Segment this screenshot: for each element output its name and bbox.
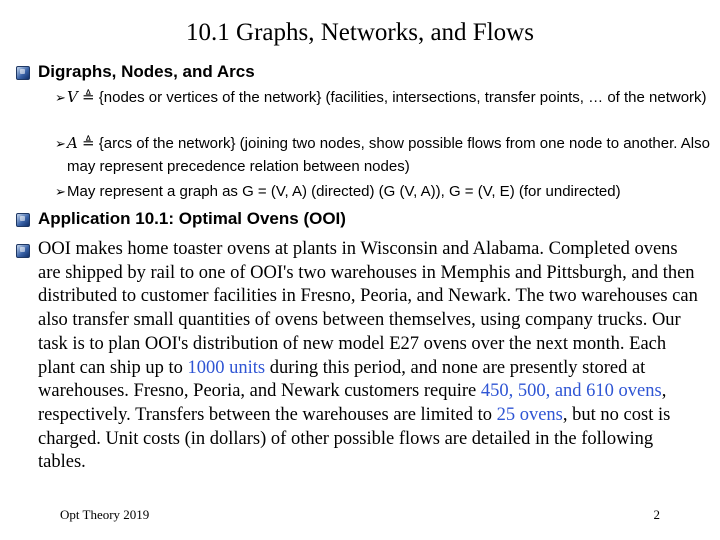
arrow-bullet-icon: ➢ [55, 136, 66, 151]
defined-as-symbol: ≜ [77, 89, 99, 106]
highlight-transfer-limit: 25 ovens [496, 404, 563, 425]
bullet-square-icon [16, 66, 30, 80]
page-number: 2 [653, 507, 660, 522]
bullet-heading-application: Application 10.1: Optimal Ovens (OOI) [38, 209, 346, 228]
footer-course-label: Opt Theory 2019 [60, 507, 150, 522]
vertices-definition: {nodes or vertices of the network} (facilities, intersections, transfer points, … of the network) [98, 89, 707, 106]
bullet-square-icon [16, 213, 30, 227]
defined-as-symbol: ≜ [77, 135, 99, 152]
symbol-v: V [67, 88, 78, 106]
bullet-square-icon [16, 244, 30, 258]
symbol-a: A [67, 134, 78, 152]
arcs-definition: {arcs of the network} (joining two nodes, show possible flows from one node to another. Also may represent precedence relation between nodes) [67, 135, 710, 175]
slide-title: 10.1 Graphs, Networks, and Flows [186, 19, 534, 46]
highlight-demand: 450, 500, and 610 ovens [480, 381, 662, 402]
bullet-heading-digraphs: Digraphs, Nodes, and Arcs [38, 62, 255, 81]
sub-bullet-graph-notation [55, 180, 715, 203]
graph-notation-text: May represent a graph as G = (V, A) (directed) (G (V, A)), G = (V, E) (for undirected) [67, 183, 621, 200]
highlight-capacity: 1000 units [187, 357, 266, 378]
sub-bullet-arcs [55, 132, 715, 178]
problem-description: OOI makes home toaster ovens at plants in Wisconsin and Alabama. Completed ovens are shipped by rail to one of OOI's two warehouses in Memphis and Pittsburgh, and then distributed to customer facilities in Fresno, Peoria, and Newark. The two warehouses can also transfer small quantities of ovens between themselves, using company trucks. Our task is to plan OOI's distribution of new model E27 ovens over the next month. Each plant can ship up to 1000 units during this period, and none are presently stored at warehouses. Fresno, Peoria, and Newark customers require 450, 500, and 610 ovens, respectively. Transfers between the warehouses are limited to 25 ovens, but no cost is charged. Unit costs (in dollars) of other possible flows are detailed in the following tables. [38, 239, 698, 473]
arrow-bullet-icon: ➢ [55, 184, 66, 199]
sub-bullet-vertices [55, 86, 715, 109]
arrow-bullet-icon: ➢ [55, 90, 66, 105]
